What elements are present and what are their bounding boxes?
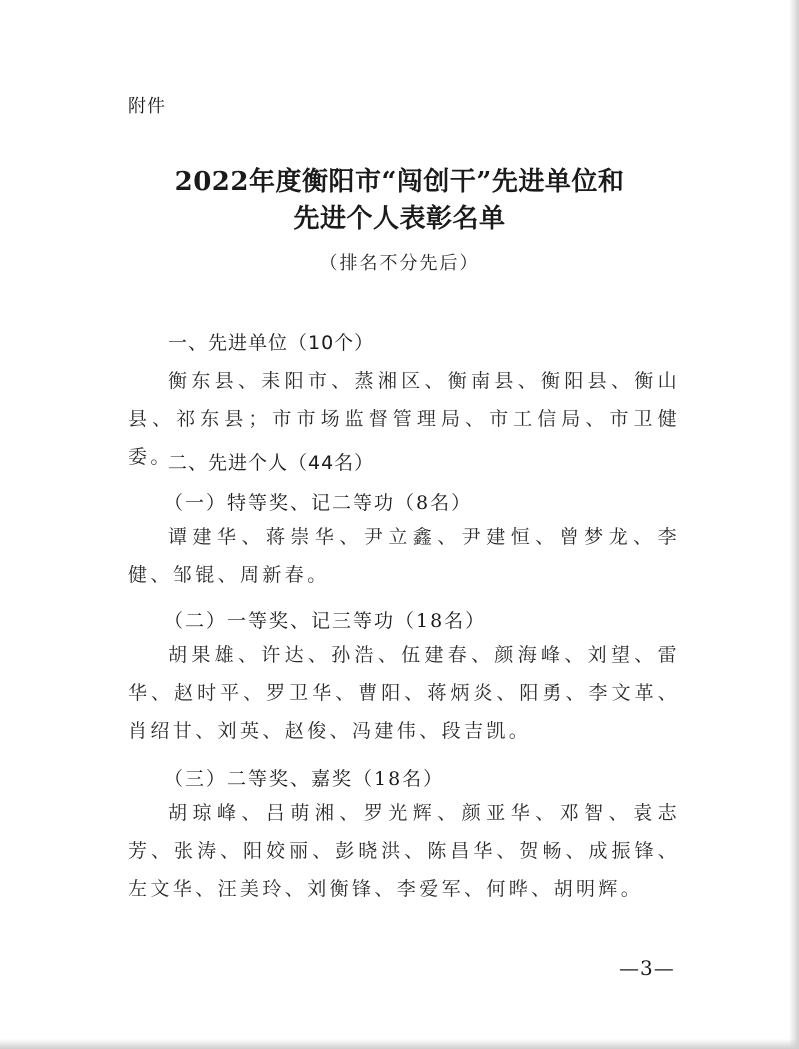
document-subtitle: （排名不分先后）	[319, 253, 480, 274]
advanced-units-list: 衡东县、耒阳市、蒸湘区、衡南县、衡阳县、衡山县、祁东县；市市场监督管理局、市工信局、市卫健委。	[128, 370, 680, 468]
second-award-names: 胡琼峰、吕萌湘、罗光辉、颜亚华、邓智、袁志芳、张涛、阳姣丽、彭晓洪、陈昌华、贺畅、成振锋、左文华、汪美玲、刘衡锋、李爱军、何晔、胡明辉。	[128, 802, 680, 900]
special-award-names: 谭建华、蒋崇华、尹立鑫、尹建恒、曾梦龙、李健、邹锟、周新春。	[128, 526, 680, 586]
subsection-heading-second-award: （三）二等奖、嘉奖（18名）	[164, 768, 445, 790]
first-award-names: 胡果雄、许达、孙浩、伍建春、颜海峰、刘望、雷华、赵时平、罗卫华、曹阳、蒋炳炎、阳勇、李文革、肖绍甘、刘英、赵俊、冯建伟、段吉凯。	[128, 644, 680, 742]
page-edge-shadow-bottom	[0, 1039, 799, 1049]
page-edge-shadow-right	[789, 0, 799, 1049]
subsection-heading-special-award: （一）特等奖、记二等功（8名）	[164, 492, 473, 514]
section-heading-advanced-units: 一、先进单位（10个）	[168, 332, 375, 354]
subsection-heading-first-award: （二）一等奖、记三等功（18名）	[164, 610, 487, 632]
attachment-label: 附件	[128, 96, 166, 117]
document-title-line-1: 2022年度衡阳市“闯创干”先进单位和	[174, 167, 625, 197]
document-title-line-2: 先进个人表彰名单	[293, 204, 506, 234]
page-number: —3—	[619, 956, 675, 980]
section-heading-advanced-individuals: 二、先进个人（44名）	[168, 452, 375, 474]
